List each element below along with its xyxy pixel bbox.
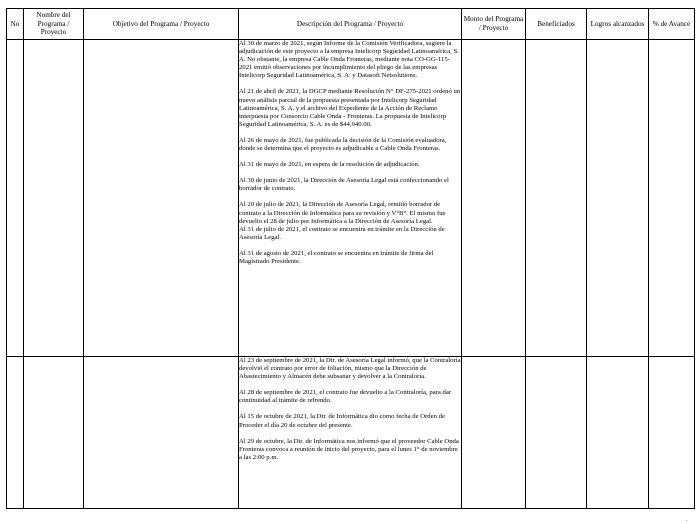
cell-nombre: [24, 357, 84, 509]
cell-no: [7, 357, 24, 509]
cell-no: [7, 40, 24, 357]
description-paragraph: Al 31 de agosto de 2021, el contrato se encuentra en trámite de firma del Magistrado Presidente.: [239, 249, 434, 265]
cell-descripcion: [239, 40, 462, 357]
header-no: No: [7, 9, 24, 40]
header-monto: Monto del Programa / Proyecto: [462, 9, 526, 40]
cell-logros: [587, 357, 649, 509]
projects-table: [6, 8, 695, 509]
cell-avance: [649, 357, 695, 509]
cell-nombre: [24, 40, 84, 357]
cell-monto: [462, 357, 526, 509]
description-paragraph: Al 23 de septiembre de 2021, la Dir. de Asesoría Legal informó, que la Contraloría devolvió el contrato por error de foliación, mismo que la Dirección de Abastecimiento y Almacén debe subsanar y devolver a la Contraloría.: [239, 357, 461, 381]
header-logros: Logros alcanzados: [587, 9, 649, 40]
cell-objetivo: [84, 357, 239, 509]
description-paragraph: Al 31 de mayo de 2021, en espera de la resolución de adjudicación.: [239, 161, 420, 169]
cell-monto: [462, 40, 526, 357]
page-mark: .: [686, 517, 688, 523]
cell-descripcion: [239, 357, 462, 509]
description-paragraph: Al 30 de junio de 2021, la Dirección de Asesoría Legal está confeccionando el borrador de contrato.: [239, 177, 449, 193]
description-paragraph: Al 26 de mayo de 2021, fue publicada la decisión de la Comisión evaluadora, donde se determina que el proyecto es adjudicable a Cable Onda Fronteras.: [239, 136, 447, 153]
cell-beneficiados: [526, 357, 587, 509]
header-nombre: Nombre del Programa / Proyecto: [24, 9, 84, 40]
table-row: [7, 40, 695, 357]
description-paragraph: Al 20 de julio de 2021, la Dirección de Asesoría Legal, remitió borrador de contrato a la Dirección de Informática para su revisión y V°B°. El mismo fue devuelto el 28 de julio por Informática a la Dirección de Asesoría Legal.: [239, 201, 446, 225]
cell-objetivo: [84, 40, 239, 357]
description-paragraph: Al 30 de marzo de 2021, según Informe de la Comisión Verificadora, sugiere la adjudicación de este proyecto a la empresa Intelicorp Seguridad Latinoamérica, S. A. No obstante, la empresa Cable Onda Fronteras, mediante nota CO-GG-115-2021 emitió observaciones por incumplimiento del pliego de las empresas Intelicorp Seguridad Latinoamérica, S. A. y Datasoft Netsolutions.: [239, 40, 459, 80]
header-beneficiados: Beneficiados: [526, 9, 587, 40]
cell-avance: [649, 40, 695, 357]
cell-beneficiados: [526, 40, 587, 357]
table-row: [7, 357, 695, 509]
header-avance: % de Avance: [649, 9, 695, 40]
header-row: [7, 9, 695, 40]
description-paragraph: Al 15 de octubre de 2021, la Dir. de Informática dio como fecha de Orden de Proceder el día 20 de octubre del presente.: [239, 413, 445, 429]
description-paragraph: Al 28 de septiembre de 2021, el contrato fue devuelto a la Contraloría, para dar continuidad al trámite de refrendo.: [239, 389, 452, 405]
description-paragraph: Al 29 de octubre, la Dir. de Informática nos informó que el proveedor Cable Onda Fronteras convoca a reunión de inicio del proyecto, para el lunes 1° de noviembre a las 2:00 p.m.: [239, 437, 459, 461]
cell-logros: [587, 40, 649, 357]
header-descripcion: Descripción del Programa / Proyecto: [239, 9, 462, 40]
header-objetivo: Objetivo del Programa / Proyecto: [84, 9, 239, 40]
description-paragraph: Al 31 de julio de 2021, el contrato se encuentra en trámite en la Dirección de Asesoría Legal.: [239, 225, 445, 241]
description-paragraph: Al 21 de abril de 2021, la DGCP mediante Resolución N° DF-275-2021 ordenó un nuevo análisis parcial de la propuesta presentada por Intelicorp Seguridad Latinoamérica, S. A. y el archivo del Expediente de la Acción de Reclamo interpuesta por Consorcio Cable Onda - Fronteras. La propuesta de Intelicorp Seguridad Latinoamérica, S. A. es de $44,940.00.: [239, 88, 461, 128]
